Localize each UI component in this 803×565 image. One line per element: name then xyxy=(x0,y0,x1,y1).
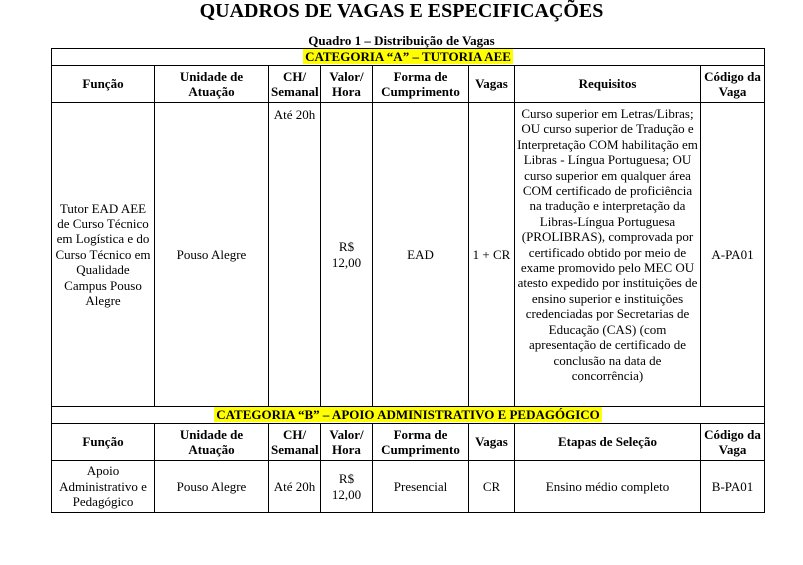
cell-forma: EAD xyxy=(373,103,469,407)
cell-ch: Até 20h xyxy=(269,103,321,407)
header-valor: Valor/ Hora xyxy=(321,424,373,461)
category-a-header-row xyxy=(52,66,765,103)
table-row xyxy=(52,461,765,513)
page-title: QUADROS DE VAGAS E ESPECIFICAÇÕES xyxy=(199,0,604,22)
cell-funcao: Apoio Administrativo e Pedagógico xyxy=(52,461,155,513)
cell-ch: Até 20h xyxy=(269,461,321,513)
cell-codigo: A-PA01 xyxy=(701,103,765,407)
vacancy-table xyxy=(51,48,765,513)
header-forma: Forma de Cumprimento xyxy=(373,424,469,461)
cell-unidade: Pouso Alegre xyxy=(155,461,269,513)
header-ch: CH/ Semanal xyxy=(269,424,321,461)
header-valor: Valor/ Hora xyxy=(321,66,373,103)
header-codigo: Código da Vaga xyxy=(701,424,765,461)
header-ch: CH/ Semanal xyxy=(269,66,321,103)
header-codigo: Código da Vaga xyxy=(701,66,765,103)
header-funcao: Função xyxy=(52,424,155,461)
header-forma: Forma de Cumprimento xyxy=(373,66,469,103)
cell-valor: R$ 12,00 xyxy=(321,103,373,407)
category-b-header-row xyxy=(52,424,765,461)
header-requisitos: Requisitos xyxy=(515,66,701,103)
cell-requisitos: Curso superior em Letras/Libras; OU curso superior de Tradução e Interpretação COM habilitação em Libras - Língua Portuguesa; OU curso superior em qualquer área COM certificado de proficiência na tradução e interpretação da Libras-Língua Portuguesa (PROLIBRAS), comprovada por certificado obtido por meio de exame promovido pelo MEC OU atesto expedido por instituições de ensino superior e instituições credenciadas por Secretarias de Educação (CAS) (com apresentação de certificado de conclusão na data de concorrência) xyxy=(515,103,701,407)
header-unidade: Unidade de Atuação xyxy=(155,424,269,461)
cell-forma: Presencial xyxy=(373,461,469,513)
table-row xyxy=(52,103,765,407)
category-a-row xyxy=(52,49,765,66)
cell-funcao: Tutor EAD AEE de Curso Técnico em Logística e do Curso Técnico em Qualidade Campus Pouso Alegre xyxy=(52,103,155,407)
table-caption: Quadro 1 – Distribuição de Vagas xyxy=(308,33,495,48)
cell-vagas: CR xyxy=(469,461,515,513)
cell-etapas: Ensino médio completo xyxy=(515,461,701,513)
header-vagas: Vagas xyxy=(469,424,515,461)
header-vagas: Vagas xyxy=(469,66,515,103)
header-unidade: Unidade de Atuação xyxy=(155,66,269,103)
cell-vagas: 1 + CR xyxy=(469,103,515,407)
cell-codigo: B-PA01 xyxy=(701,461,765,513)
category-a-label: CATEGORIA “A” – TUTORIA AEE xyxy=(305,49,511,65)
category-b-row xyxy=(52,407,765,424)
cell-valor: R$ 12,00 xyxy=(321,461,373,513)
header-funcao: Função xyxy=(52,66,155,103)
header-etapas: Etapas de Seleção xyxy=(515,424,701,461)
category-b-label: CATEGORIA “B” – APOIO ADMINISTRATIVO E PEDAGÓGICO xyxy=(216,407,600,423)
cell-unidade: Pouso Alegre xyxy=(155,103,269,407)
